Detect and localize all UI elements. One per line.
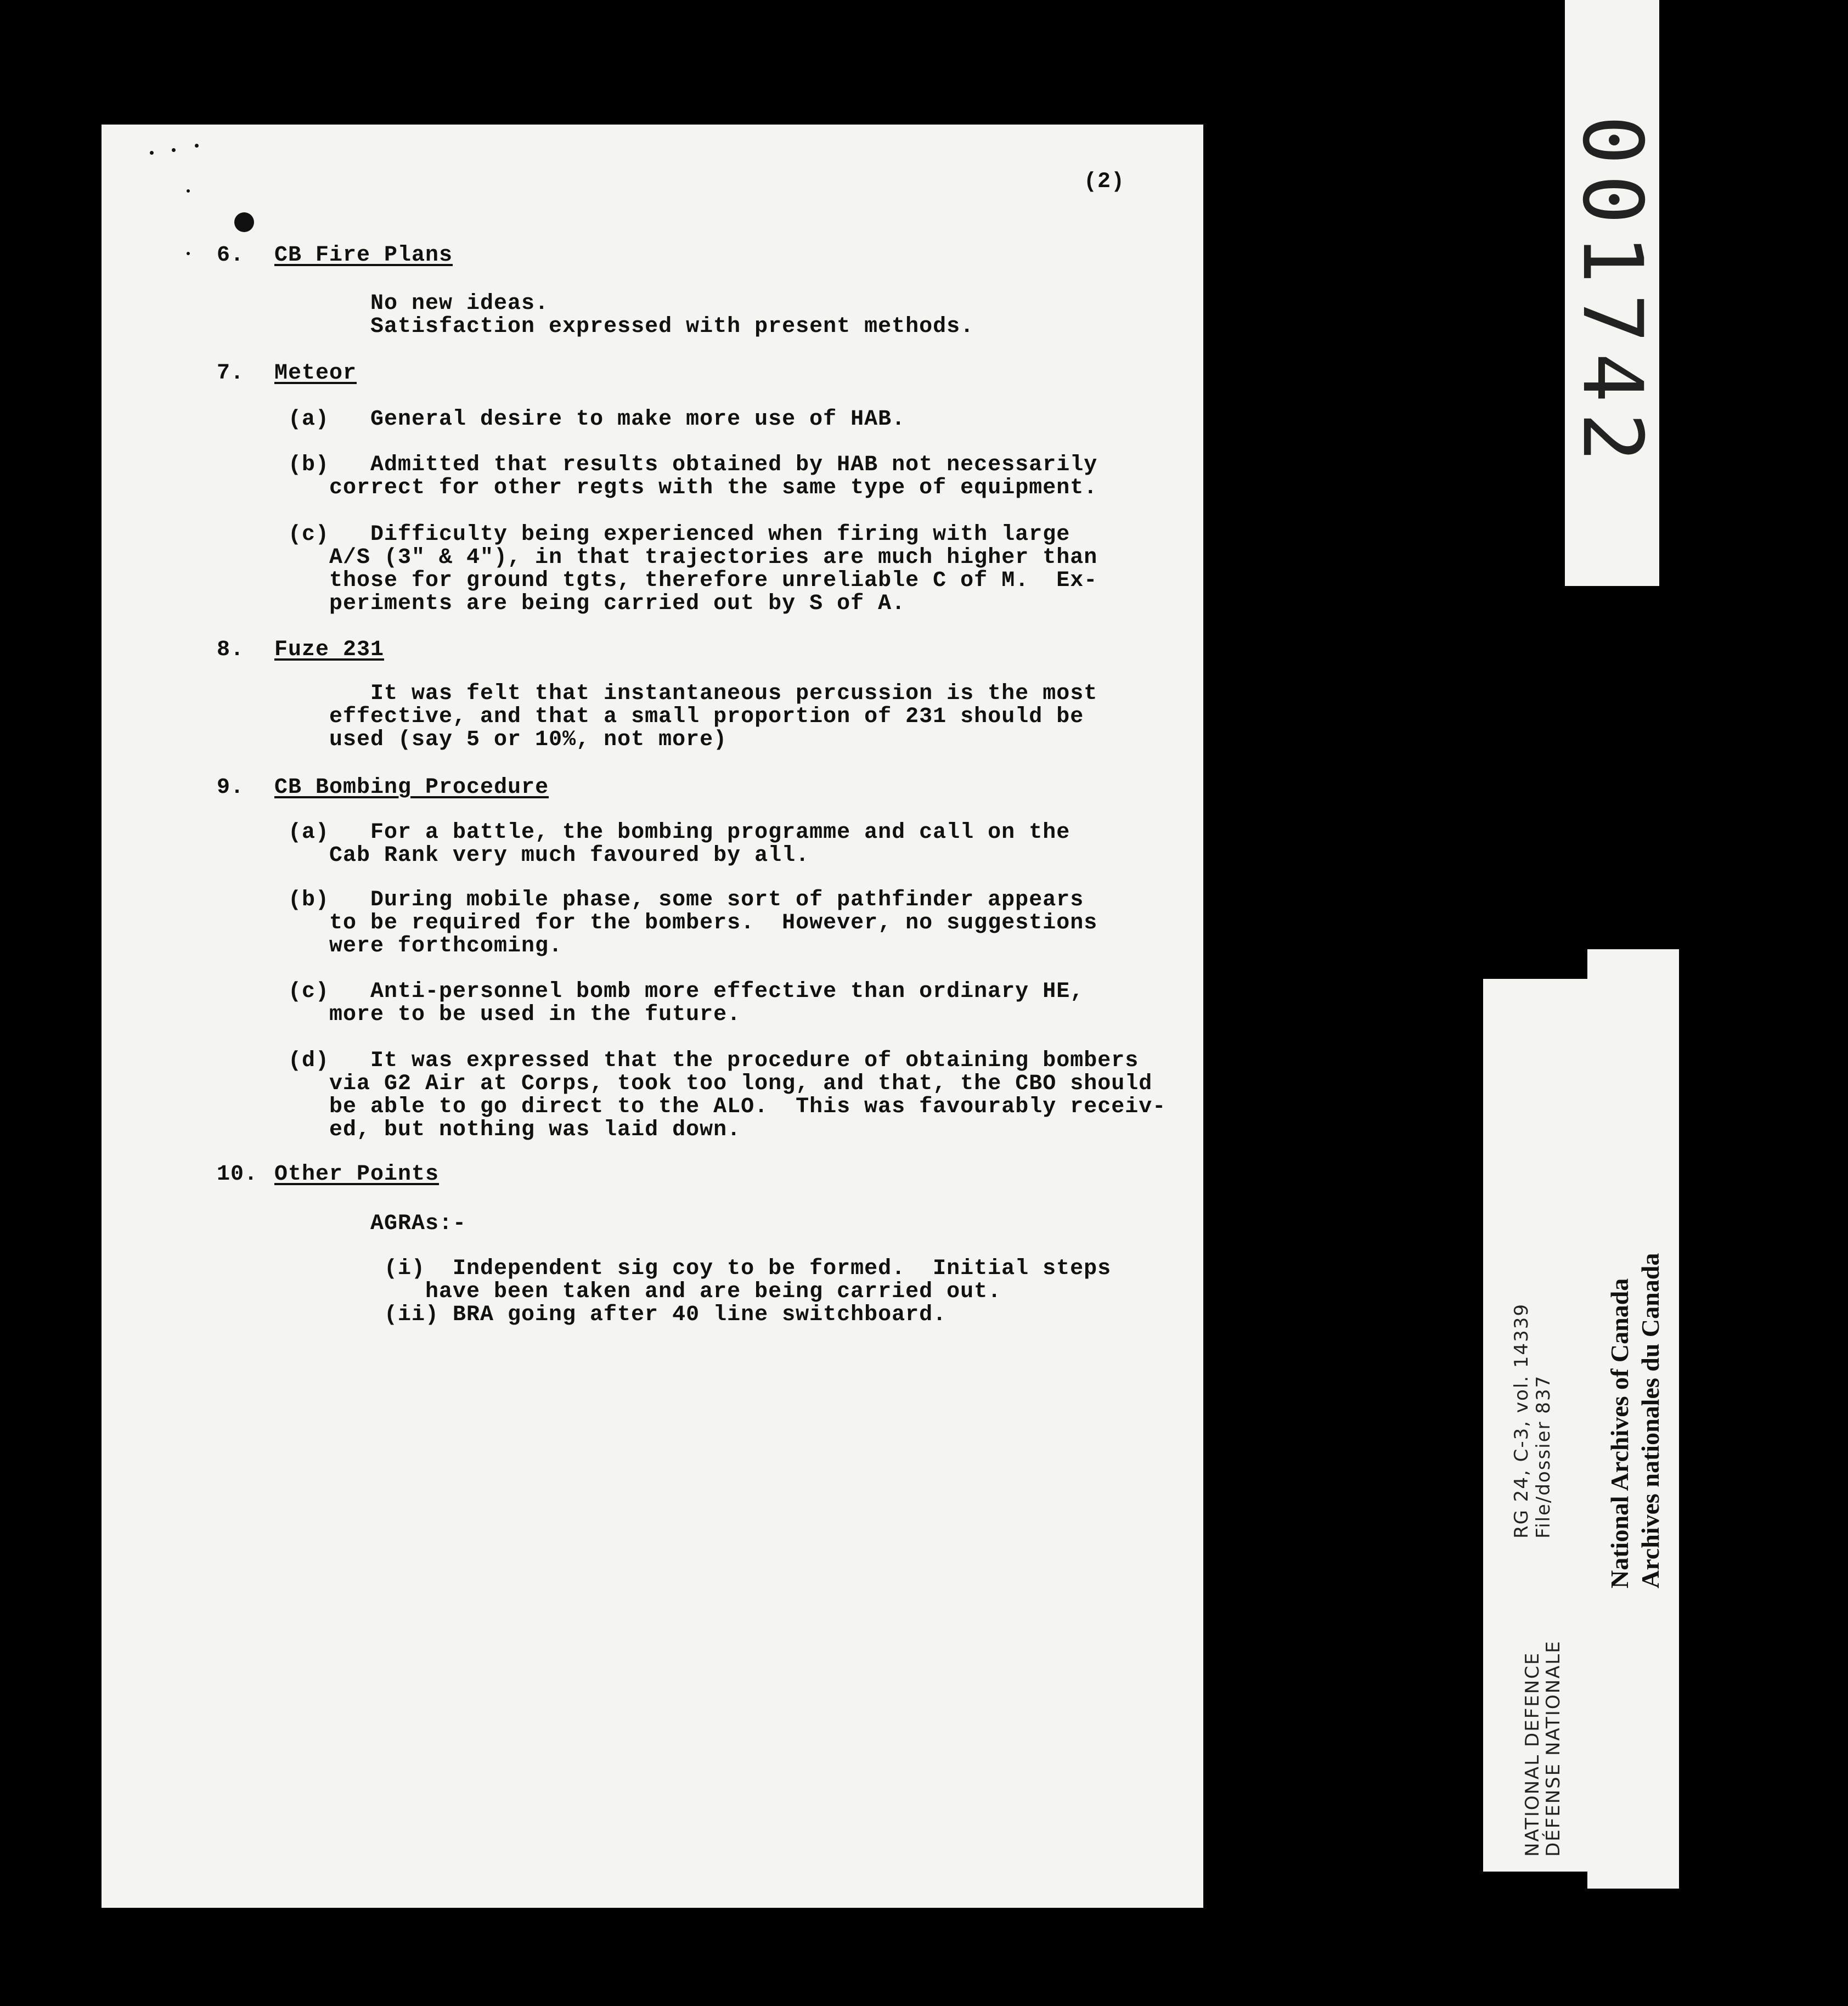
text-line: BRA going after 40 line switchboard.	[453, 1303, 947, 1327]
reference-line-1: RG 24, C-3, vol. 14339	[1511, 1303, 1533, 1539]
speck	[195, 144, 199, 148]
department-fr: DÉFENSE NATIONALE	[1542, 1640, 1564, 1857]
text-line: A/S (3" & 4"), in that trajectories are much higher than	[329, 545, 1098, 570]
section-heading: Other Points	[274, 1162, 440, 1187]
subheading: AGRAs:-	[370, 1212, 467, 1236]
section-number: 8.	[217, 638, 245, 662]
frame-number-text: 001742	[1564, 115, 1660, 472]
text-line: It was expressed that the procedure of obtaining bombers	[370, 1049, 1139, 1073]
speck	[172, 148, 176, 152]
section-number: 9.	[217, 775, 245, 800]
speck	[150, 151, 154, 155]
text-line: effective, and that a small proportion of 231 should be	[329, 705, 1084, 729]
item-label: (c)	[288, 979, 330, 1004]
item-label: (a)	[288, 407, 330, 432]
text-line: via G2 Air at Corps, took too long, and that, the CBO should	[329, 1072, 1153, 1096]
item-label: (a)	[288, 820, 330, 845]
text-line: periments are being carried out by S of A.	[329, 591, 906, 616]
text-line: were forthcoming.	[329, 934, 563, 959]
text-line: During mobile phase, some sort of pathfinder appears	[370, 888, 1084, 912]
section-heading: CB Bombing Procedure	[274, 775, 549, 800]
speck	[187, 189, 190, 193]
section-heading: CB Fire Plans	[274, 243, 453, 268]
text-line: correct for other regts with the same type of equipment.	[329, 476, 1098, 500]
text-line: to be required for the bombers. However, no suggestions	[329, 911, 1098, 936]
text-line: ed, but nothing was laid down.	[329, 1118, 741, 1142]
text-line: be able to go direct to the ALO. This was favourably receiv-	[329, 1095, 1167, 1119]
punch-dot	[234, 212, 254, 232]
section-heading: Fuze 231	[274, 638, 385, 662]
archives-name-en: National Archives of Canada	[1605, 1278, 1633, 1588]
text-line: Cab Rank very much favoured by all.	[329, 843, 810, 868]
item-label: (b)	[288, 453, 330, 477]
text-line: Satisfaction expressed with present methods.	[370, 314, 974, 339]
section-number: 10.	[217, 1162, 258, 1187]
archive-reference-label	[1483, 979, 1587, 1872]
text-line: Independent sig coy to be formed. Initial steps	[453, 1256, 1112, 1281]
archives-name-fr: Archives nationales du Canada	[1636, 1253, 1664, 1588]
text-line: more to be used in the future.	[329, 1002, 741, 1027]
section-heading: Meteor	[274, 361, 357, 386]
department-en: NATIONAL DEFENCE	[1522, 1652, 1543, 1857]
section-number: 6.	[217, 243, 245, 268]
text-line: Difficulty being experienced when firing with large	[370, 522, 1071, 547]
frame-number	[1565, 47, 1659, 540]
text-line: Anti-personnel bomb more effective than ordinary HE,	[370, 979, 1084, 1004]
document-page	[102, 125, 1203, 1908]
item-label: (b)	[288, 888, 330, 912]
page-number: (2)	[1084, 170, 1125, 194]
text-line: used (say 5 or 10%, not more)	[329, 728, 728, 752]
section-number: 7.	[217, 361, 245, 386]
reference-line-2: File/dossier 837	[1533, 1374, 1554, 1539]
item-label: (ii)	[384, 1303, 440, 1327]
national-archives-label	[1587, 949, 1679, 1889]
text-line: Admitted that results obtained by HAB not necessarily	[370, 453, 1098, 477]
text-line: For a battle, the bombing programme and call on the	[370, 820, 1071, 845]
item-label: (c)	[288, 522, 330, 547]
text-line: those for ground tgts, therefore unreliable C of M. Ex-	[329, 568, 1098, 593]
text-line: It was felt that instantaneous percussion is the most	[370, 681, 1098, 706]
text-line: No new ideas.	[370, 291, 549, 316]
text-line: have been taken and are being carried out.	[425, 1280, 1002, 1304]
item-label: (i)	[384, 1256, 426, 1281]
speck	[187, 252, 190, 255]
item-label: (d)	[288, 1049, 330, 1073]
text-line: General desire to make more use of HAB.	[370, 407, 906, 432]
